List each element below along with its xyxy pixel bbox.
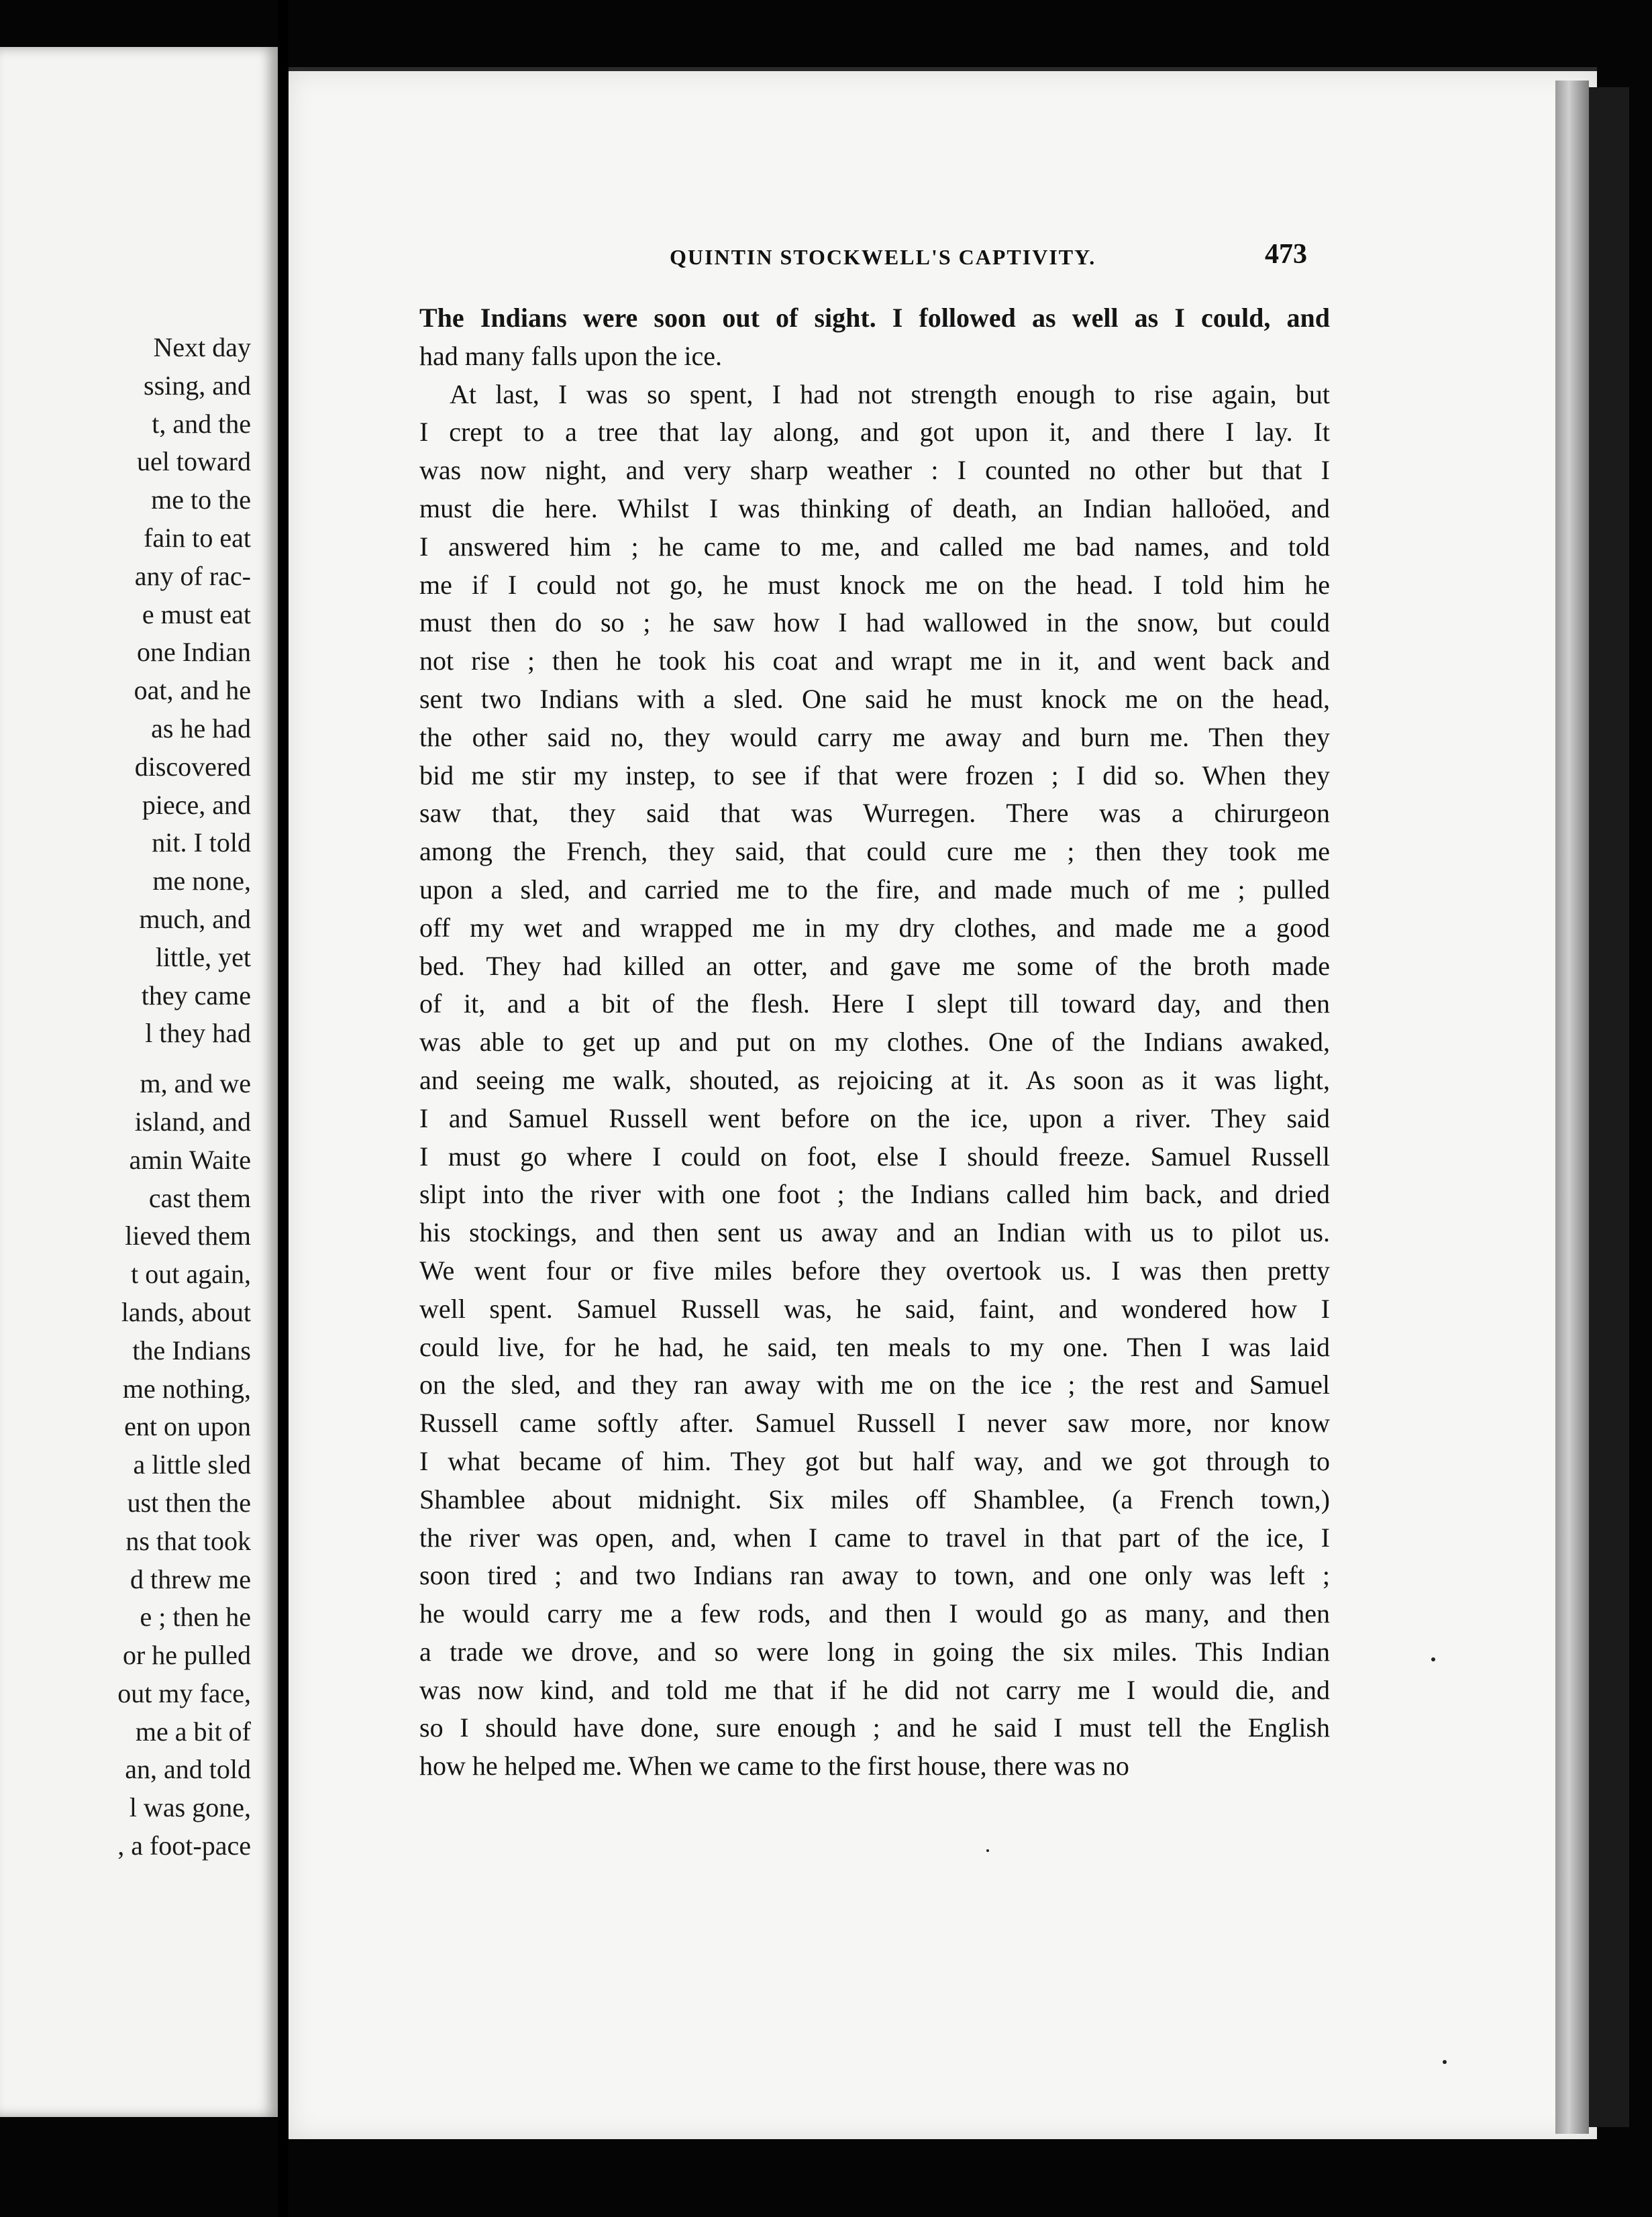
previous-page-line: oat, and he: [134, 675, 251, 706]
previous-page-line: lands, about: [121, 1296, 251, 1327]
body-line: I crept to a tree that lay along, and got upon it, and there I lay. It: [419, 417, 1330, 448]
body-line: a trade we drove, and so were long in going the six miles. This Indian: [419, 1636, 1330, 1667]
previous-page-line: t, and the: [152, 408, 251, 439]
previous-page-line: much, and: [139, 903, 251, 934]
running-title: QUINTIN STOCKWELL'S CAPTIVITY.: [670, 245, 1096, 269]
previous-page-line: l was gone,: [129, 1792, 251, 1823]
previous-page-line: piece, and: [142, 789, 251, 820]
previous-page-line: one Indian: [137, 637, 251, 668]
body-line: had many falls upon the ice.: [419, 340, 722, 371]
body-line: was now night, and very sharp weather : I counted no other but that I: [419, 455, 1330, 486]
body-line: was now kind, and told me that if he did not carry me I would die, and: [419, 1674, 1330, 1705]
body-line: saw that, they said that was Wurregen. There was a chirurgeon: [419, 798, 1330, 829]
previous-page-line: , a foot-pace: [117, 1831, 251, 1861]
previous-page-line: island, and: [134, 1106, 251, 1137]
previous-page-line: uel toward: [137, 446, 251, 477]
ink-speck: [986, 1849, 989, 1852]
body-line: Russell came softly after. Samuel Russell I never saw more, nor know: [419, 1408, 1330, 1439]
body-line: and seeing me walk, shouted, as rejoicing at it. As soon as it was light,: [419, 1064, 1330, 1095]
previous-page-line: as he had: [151, 713, 251, 743]
previous-page-line: or he pulled: [122, 1640, 251, 1671]
book-edge-shadow: [1589, 87, 1629, 2127]
previous-page-line: they came: [141, 980, 251, 1011]
previous-page: [0, 47, 278, 2117]
previous-page-line: fain to eat: [144, 522, 251, 553]
body-line: Shamblee about midnight. Six miles off Shamblee, (a French town,): [419, 1484, 1330, 1514]
body-line: I answered him ; he came to me, and called me bad names, and told: [419, 531, 1330, 562]
body-line: could live, for he had, he said, ten meals to my one. Then I was laid: [419, 1331, 1330, 1362]
previous-page-line: the Indians: [132, 1335, 251, 1365]
previous-page-line: little, yet: [155, 941, 251, 972]
previous-page-line: amin Waite: [129, 1144, 251, 1175]
previous-page-line: discovered: [134, 751, 251, 782]
body-line: We went four or five miles before they overtook us. I was then pretty: [419, 1255, 1330, 1286]
page-number: 473: [1265, 239, 1307, 270]
body-line: his stockings, and then sent us away and an Indian with us to pilot us.: [419, 1217, 1330, 1248]
body-line: I must go where I could on foot, else I should freeze. Samuel Russell: [419, 1141, 1330, 1172]
body-line: so I should have done, sure enough ; and he said I must tell the English: [419, 1712, 1330, 1743]
previous-page-line: me a bit of: [135, 1716, 251, 1747]
previous-page-line: ust then the: [127, 1487, 251, 1518]
body-line: upon a sled, and carried me to the fire, and made much of me ; pulled: [419, 874, 1330, 905]
body-line: I what became of him. They got but half way, and we got through to: [419, 1445, 1330, 1476]
body-line: the river was open, and, when I came to travel in that part of the ice, I: [419, 1522, 1330, 1553]
body-line: he would carry me a few rods, and then I would go as many, and then: [419, 1598, 1330, 1629]
body-line: of it, and a bit of the flesh. Here I slept till toward day, and then: [419, 988, 1330, 1019]
body-line: The Indians were soon out of sight. I followed as well as I could, and: [419, 303, 1330, 333]
previous-page-line: m, and we: [140, 1068, 251, 1099]
previous-page-line: me to the: [151, 484, 251, 515]
previous-page-line: ent on upon: [124, 1411, 251, 1442]
previous-page-line: ssing, and: [144, 370, 251, 401]
body-line: not rise ; then he took his coat and wrapt me in it, and went back and: [419, 646, 1330, 676]
body-line: me if I could not go, he must knock me on the head. I told him he: [419, 569, 1330, 600]
previous-page-text: [117, 329, 251, 1865]
body-line: sent two Indians with a sled. One said he must knock me on the head,: [419, 683, 1330, 714]
body-line: must die here. Whilst I was thinking of death, an Indian halloöed, and: [419, 493, 1330, 523]
body-line: among the French, they said, that could cure me ; then they took me: [419, 836, 1330, 867]
previous-page-line: l they had: [145, 1018, 251, 1049]
paragraph-start-line: At last, I was so spent, I had not strength enough to rise again, but: [450, 378, 1330, 409]
previous-page-line: a little sled: [133, 1449, 251, 1480]
previous-page-line: Next day: [153, 332, 251, 362]
body-line: the other said no, they would carry me away and burn me. Then they: [419, 721, 1330, 752]
previous-page-line: me nothing,: [122, 1373, 251, 1404]
body-line: bid me stir my instep, to see if that were frozen ; I did so. When they: [419, 760, 1330, 790]
previous-page-line: e ; then he: [140, 1602, 251, 1633]
body-line: off my wet and wrapped me in my dry clothes, and made me a good: [419, 912, 1330, 943]
page-body: [419, 299, 1330, 1786]
previous-page-line: out my face,: [117, 1678, 251, 1708]
previous-page-line: cast them: [148, 1182, 251, 1213]
previous-page-line: t out again,: [131, 1259, 251, 1290]
previous-page-line: e must eat: [142, 599, 251, 629]
body-line: how he helped me. When we came to the first house, there was no: [419, 1751, 1129, 1782]
previous-page-line: any of rac-: [134, 560, 251, 591]
body-line: well spent. Samuel Russell was, he said, faint, and wondered how I: [419, 1293, 1330, 1324]
body-line: on the sled, and they ran away with me on the ice ; the rest and Samuel: [419, 1370, 1330, 1400]
ink-speck: [1431, 1657, 1435, 1661]
body-line: I and Samuel Russell went before on the ice, upon a river. They said: [419, 1102, 1330, 1133]
previous-page-line: an, and told: [125, 1754, 251, 1785]
body-line: must then do so ; he saw how I had wallowed in the snow, but could: [419, 607, 1330, 638]
book-gutter: [278, 0, 289, 2217]
body-line: was able to get up and put on my clothes. One of the Indians awaked,: [419, 1027, 1330, 1058]
previous-page-line: d threw me: [130, 1563, 251, 1594]
body-line: slipt into the river with one foot ; the Indians called him back, and dried: [419, 1179, 1330, 1210]
previous-page-line: me none,: [152, 866, 251, 896]
previous-page-line: ns that took: [125, 1525, 251, 1556]
page-edge: [1555, 81, 1589, 2134]
ink-speck: [1443, 2060, 1447, 2064]
previous-page-line: lieved them: [125, 1221, 251, 1251]
body-line: soon tired ; and two Indians ran away to town, and one only was left ;: [419, 1560, 1330, 1591]
body-line: bed. They had killed an otter, and gave me some of the broth made: [419, 950, 1330, 981]
previous-page-line: nit. I told: [152, 827, 251, 858]
